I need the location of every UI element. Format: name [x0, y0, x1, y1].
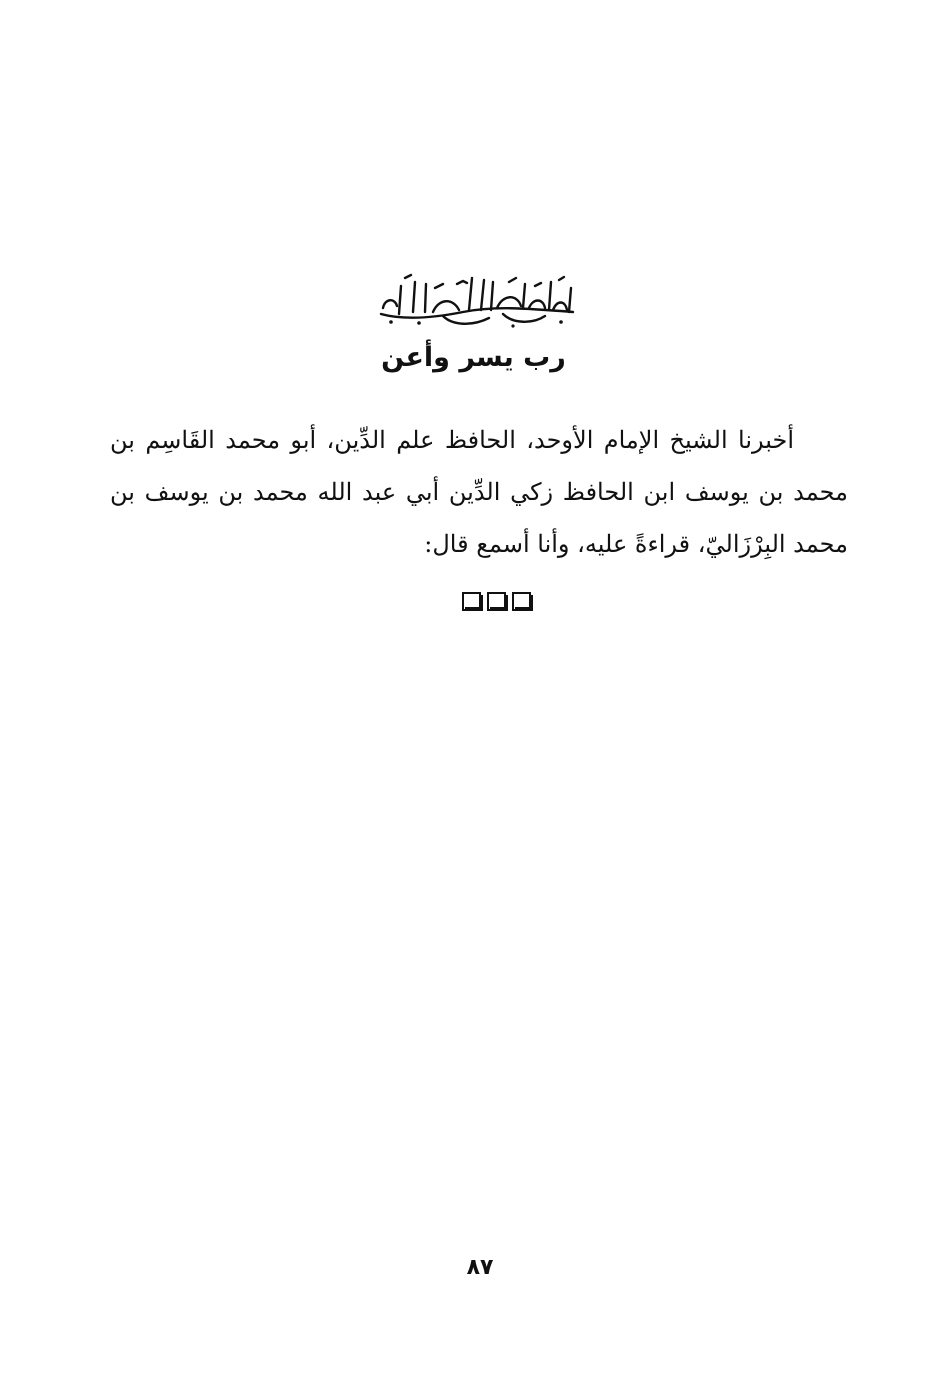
separator-box-icon: [462, 592, 483, 613]
separator-box-icon: [512, 592, 533, 613]
section-separator: [433, 592, 533, 616]
basmala-calligraphy: [373, 268, 585, 330]
separator-box-icon: [487, 592, 508, 613]
basmala-calligraphy-icon: [373, 268, 585, 330]
opening-paragraph: [110, 414, 848, 570]
page-number: ٨٧: [466, 1255, 494, 1280]
paragraph-text: أخبرنا الشيخ الإمام الأوحد، الحافظ علم الدِّين، أبو محمد القَاسِم بن محمد بن يوسف ابن الحافظ زكي الدِّين أبي عبد الله محمد بن يوسف بن محمد البِرْزَاليّ، قراءةً عليه، وأنا أسمع قال:: [110, 426, 849, 558]
page-heading: رب يسر وأعن: [381, 342, 566, 373]
